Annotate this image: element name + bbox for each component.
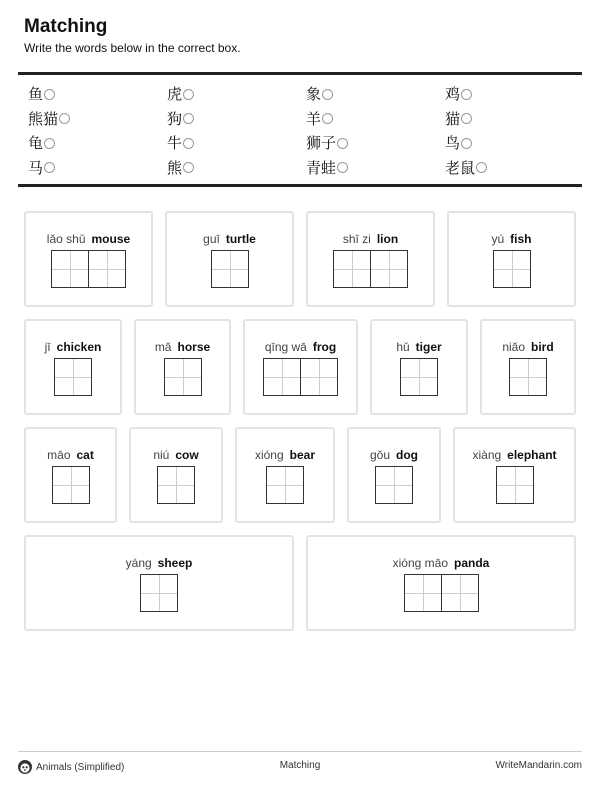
english-label: turtle <box>225 232 256 246</box>
word-bank-row <box>28 107 588 132</box>
answer-card-dog <box>347 427 441 523</box>
word-bank-item <box>306 156 445 181</box>
writing-boxes <box>26 358 120 396</box>
checkbox-circle[interactable] <box>44 89 55 100</box>
answer-card-horse <box>134 319 231 415</box>
word-bank-item <box>28 131 167 156</box>
chinese-word: 狮子 <box>306 134 337 153</box>
checkbox-circle[interactable] <box>337 138 348 149</box>
writing-boxes <box>349 466 439 504</box>
checkbox-circle[interactable] <box>183 89 194 100</box>
writing-box[interactable] <box>400 358 438 396</box>
chinese-word: 牛 <box>167 134 183 153</box>
card-label <box>349 448 439 462</box>
writing-box[interactable] <box>211 250 249 288</box>
card-label <box>308 556 574 570</box>
english-label: tiger <box>415 340 442 354</box>
word-bank-item <box>445 156 584 181</box>
writing-box[interactable] <box>371 250 408 288</box>
english-label: fish <box>510 232 532 246</box>
top-divider <box>18 72 582 75</box>
card-label <box>26 340 120 354</box>
answer-card-bear <box>235 427 335 523</box>
answer-card-chicken <box>24 319 122 415</box>
pinyin-label: hǔ <box>396 340 410 354</box>
pinyin-label: lǎo shǔ <box>46 232 86 246</box>
chinese-word: 鸡 <box>445 85 461 104</box>
card-label <box>372 340 466 354</box>
english-label: chicken <box>56 340 102 354</box>
card-label <box>245 340 356 354</box>
word-bank-item <box>167 131 306 156</box>
word-bank-item <box>445 107 584 132</box>
writing-box[interactable] <box>496 466 534 504</box>
word-bank-item <box>167 82 306 107</box>
word-bank-item <box>28 82 167 107</box>
writing-boxes <box>482 358 574 396</box>
writing-box[interactable] <box>51 250 89 288</box>
word-bank-item <box>28 107 167 132</box>
card-label <box>482 340 574 354</box>
pinyin-label: shī zi <box>342 232 371 246</box>
writing-boxes <box>131 466 221 504</box>
card-label <box>308 232 433 246</box>
writing-boxes <box>26 466 115 504</box>
pinyin-label: xióng māo <box>392 556 449 570</box>
page-title: Matching <box>24 16 108 37</box>
writing-box[interactable] <box>140 574 178 612</box>
chinese-word: 象 <box>306 85 322 104</box>
answer-card-cow <box>129 427 223 523</box>
pinyin-label: yú <box>491 232 505 246</box>
chinese-word: 青蛙 <box>306 158 337 177</box>
english-label: cow <box>175 448 199 462</box>
footer-center: Matching <box>279 760 321 771</box>
footer-site-link[interactable]: WriteMandarin.com <box>495 760 582 771</box>
checkbox-circle[interactable] <box>461 113 472 124</box>
writing-box[interactable] <box>442 574 479 612</box>
page-subtitle: Write the words below in the correct box. <box>24 41 241 55</box>
writing-box[interactable] <box>54 358 92 396</box>
checkbox-circle[interactable] <box>476 162 487 173</box>
answer-card-turtle <box>165 211 294 307</box>
card-label <box>26 448 115 462</box>
pinyin-label: niǎo <box>502 340 525 354</box>
writing-box[interactable] <box>333 250 371 288</box>
writing-box[interactable] <box>375 466 413 504</box>
writing-box[interactable] <box>89 250 126 288</box>
answer-card-frog <box>243 319 358 415</box>
word-bank-item <box>445 131 584 156</box>
word-bank-item <box>306 107 445 132</box>
pinyin-label: niú <box>153 448 170 462</box>
english-label: mouse <box>91 232 131 246</box>
checkbox-circle[interactable] <box>183 162 194 173</box>
checkbox-circle[interactable] <box>44 138 55 149</box>
checkbox-circle[interactable] <box>59 113 70 124</box>
answer-card-bird <box>480 319 576 415</box>
writing-boxes <box>237 466 333 504</box>
english-label: bear <box>289 448 316 462</box>
chinese-word: 虎 <box>167 85 183 104</box>
answer-card-lion <box>306 211 435 307</box>
answer-card-tiger <box>370 319 468 415</box>
footer-worksheet-name: Animals (Simplified) <box>36 761 125 773</box>
pinyin-label: xióng <box>254 448 284 462</box>
english-label: cat <box>76 448 94 462</box>
checkbox-circle[interactable] <box>461 138 472 149</box>
card-label <box>26 232 151 246</box>
english-label: sheep <box>157 556 193 570</box>
writing-box[interactable] <box>301 358 338 396</box>
pinyin-label: jī <box>44 340 51 354</box>
card-label <box>26 556 292 570</box>
word-bank-item <box>445 82 584 107</box>
card-label <box>455 448 574 462</box>
checkbox-circle[interactable] <box>183 113 194 124</box>
card-label <box>449 232 574 246</box>
pinyin-label: gǒu <box>369 448 391 462</box>
english-label: frog <box>312 340 337 354</box>
pinyin-label: guī <box>203 232 220 246</box>
card-label <box>167 232 292 246</box>
writing-boxes <box>26 574 292 612</box>
chinese-word: 熊猫 <box>28 109 59 128</box>
chinese-word: 马 <box>28 158 44 177</box>
card-label <box>131 448 221 462</box>
word-bank-row <box>28 156 588 181</box>
card-label <box>237 448 333 462</box>
writing-boxes <box>136 358 229 396</box>
answer-card-panda <box>306 535 576 631</box>
answer-card-mouse <box>24 211 153 307</box>
writing-boxes <box>245 358 356 396</box>
pinyin-label: xiàng <box>472 448 502 462</box>
writing-boxes <box>308 574 574 612</box>
english-label: lion <box>376 232 399 246</box>
chinese-word: 熊 <box>167 158 183 177</box>
pinyin-label: mǎ <box>154 340 172 354</box>
writing-boxes <box>26 250 151 288</box>
checkbox-circle[interactable] <box>337 162 348 173</box>
chinese-word: 狗 <box>167 109 183 128</box>
checkbox-circle[interactable] <box>183 138 194 149</box>
chinese-word: 羊 <box>306 109 322 128</box>
writing-box[interactable] <box>164 358 202 396</box>
writing-boxes <box>455 466 574 504</box>
answer-card-sheep <box>24 535 294 631</box>
answer-card-elephant <box>453 427 576 523</box>
chinese-word: 鸟 <box>445 134 461 153</box>
writing-boxes <box>449 250 574 288</box>
english-label: bird <box>531 340 554 354</box>
word-bank <box>28 82 588 180</box>
checkbox-circle[interactable] <box>461 89 472 100</box>
word-bank-item <box>167 156 306 181</box>
footer-divider <box>18 751 582 752</box>
chinese-word: 龟 <box>28 134 44 153</box>
english-label: dog <box>396 448 419 462</box>
pinyin-label: yáng <box>125 556 152 570</box>
pinyin-label: qīng wā <box>264 340 307 354</box>
word-bank-item <box>306 131 445 156</box>
writing-boxes <box>372 358 466 396</box>
english-label: elephant <box>507 448 557 462</box>
chinese-word: 猫 <box>445 109 461 128</box>
chinese-word: 老鼠 <box>445 158 476 177</box>
writing-box[interactable] <box>157 466 195 504</box>
pinyin-label: māo <box>47 448 71 462</box>
writing-box[interactable] <box>404 574 442 612</box>
checkbox-circle[interactable] <box>44 162 55 173</box>
english-label: panda <box>454 556 490 570</box>
checkbox-circle[interactable] <box>322 113 333 124</box>
writing-boxes <box>167 250 292 288</box>
word-bank-item <box>28 156 167 181</box>
english-label: horse <box>177 340 211 354</box>
bottom-divider <box>18 184 582 187</box>
checkbox-circle[interactable] <box>322 89 333 100</box>
writing-box[interactable] <box>52 466 90 504</box>
writing-boxes <box>308 250 433 288</box>
word-bank-item <box>167 107 306 132</box>
chinese-word: 鱼 <box>28 85 44 104</box>
word-bank-row <box>28 131 588 156</box>
writing-box[interactable] <box>509 358 547 396</box>
word-bank-item <box>306 82 445 107</box>
card-label <box>136 340 229 354</box>
answer-card-fish <box>447 211 576 307</box>
writing-box[interactable] <box>493 250 531 288</box>
word-bank-row <box>28 82 588 107</box>
writing-box[interactable] <box>266 466 304 504</box>
writing-box[interactable] <box>263 358 301 396</box>
answer-card-cat <box>24 427 117 523</box>
